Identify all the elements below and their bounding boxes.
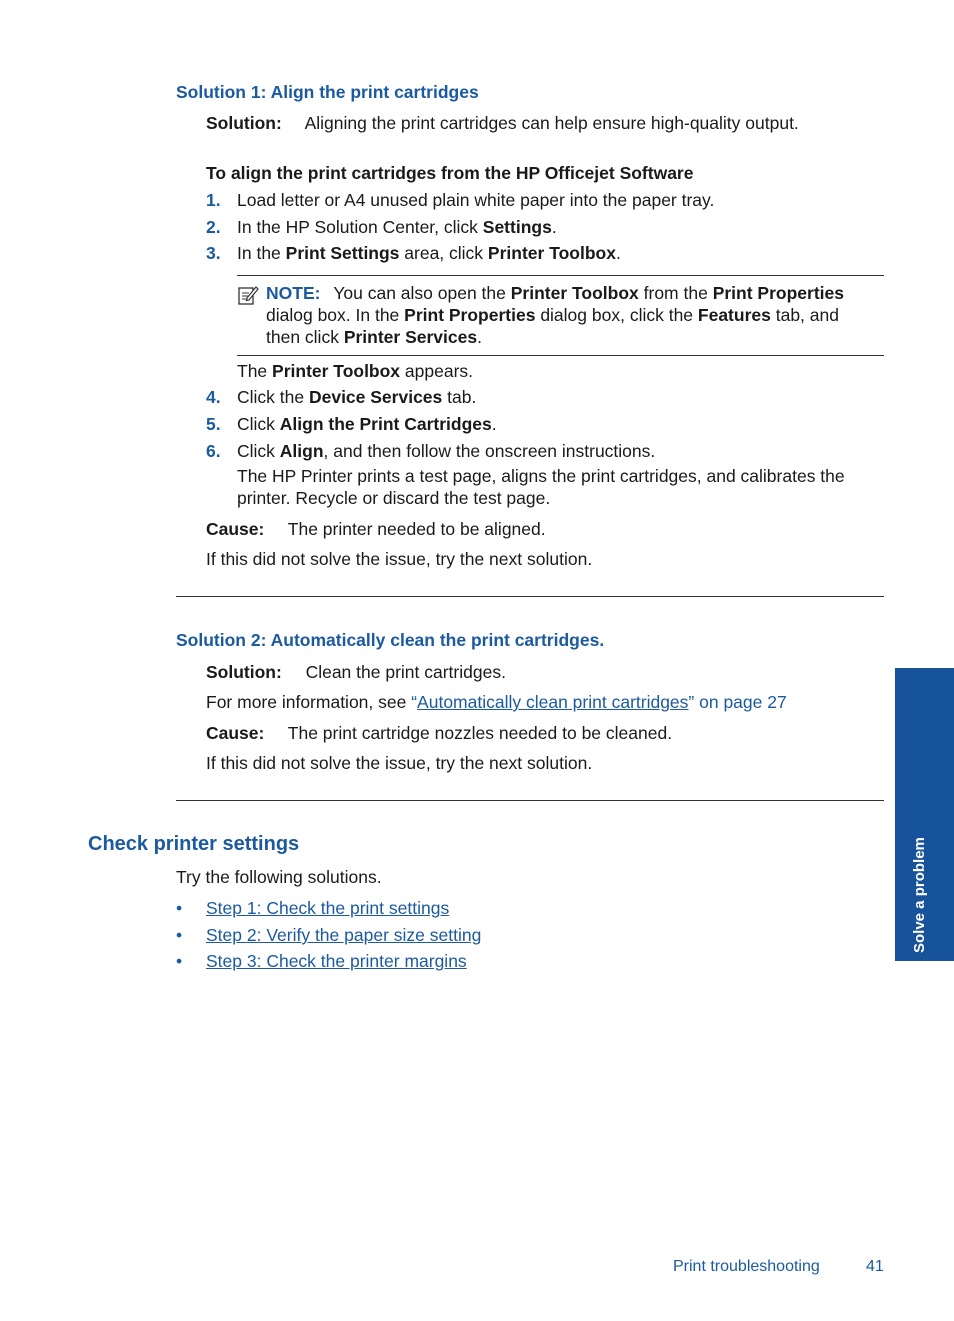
- note-line-2: dialog box. In the Print Properties dialog box, click the Features tab, and: [266, 305, 839, 325]
- page-number: 41: [866, 1258, 884, 1275]
- note-pencil-icon: [237, 284, 259, 306]
- solution-2-heading: Solution 2: Automatically clean the print cartridges.: [176, 630, 605, 650]
- step-2-link[interactable]: Step 2: Verify the paper size setting: [206, 925, 482, 945]
- step-5: [206, 414, 497, 435]
- footer-section: Print troubleshooting: [673, 1258, 820, 1275]
- solution-label: Solution:: [206, 662, 282, 682]
- result-line-2: printer. Recycle or discard the test page.: [237, 488, 551, 508]
- note-bottom-rule: [237, 355, 884, 356]
- side-tab-label: Solve a problem: [911, 837, 928, 953]
- step-3-link[interactable]: Step 3: Check the printer margins: [206, 951, 467, 971]
- note-label: NOTE:: [266, 283, 321, 303]
- check-printer-settings-heading: Check printer settings: [88, 833, 300, 855]
- auto-clean-link[interactable]: Automatically clean print cartridges: [417, 692, 689, 712]
- side-tab[interactable]: [895, 668, 954, 961]
- next-solution-text: If this did not solve the issue, try the next solution.: [206, 753, 593, 773]
- more-info-line: For more information, see “Automatically clean print cartridges” on page 27: [206, 692, 787, 712]
- procedure-heading: To align the print cartridges from the HP Officejet Software: [206, 163, 694, 183]
- step-number: 1.: [206, 190, 221, 210]
- cause-line: [206, 519, 546, 540]
- note-line-3: then click Printer Services.: [266, 327, 482, 347]
- step-text: Click Align the Print Cartridges.: [237, 414, 497, 434]
- section-divider: [176, 800, 884, 801]
- list-item: [176, 898, 450, 919]
- cause-text: The printer needed to be aligned.: [287, 519, 546, 539]
- step-2: [206, 217, 557, 238]
- bullet: •: [176, 951, 183, 971]
- bullet: •: [176, 898, 183, 918]
- solution-1-heading: Solution 1: Align the print cartridges: [176, 82, 479, 102]
- cause-line: [206, 723, 672, 744]
- step-6: [206, 441, 656, 462]
- solution-text: Clean the print cartridges.: [305, 662, 506, 682]
- step-text: In the Print Settings area, click Printer Toolbox.: [237, 243, 621, 263]
- bullet: •: [176, 925, 183, 945]
- note-line-1: NOTE: You can also open the Printer Toolbox from the Print Properties: [266, 283, 844, 303]
- list-item: [176, 925, 482, 946]
- step-number: 3.: [206, 243, 221, 263]
- section-divider: [176, 596, 884, 597]
- toolbox-appears: The Printer Toolbox appears.: [237, 361, 474, 381]
- cause-text: The print cartridge nozzles needed to be cleaned.: [287, 723, 673, 743]
- step-text: Click Align, and then follow the onscreen instructions.: [237, 441, 656, 461]
- solution-2-line: [206, 662, 506, 683]
- cause-label: Cause:: [206, 519, 265, 539]
- step-text: In the HP Solution Center, click Settings.: [237, 217, 557, 237]
- step-1-link[interactable]: Step 1: Check the print settings: [206, 898, 450, 918]
- step-1: [206, 190, 715, 211]
- step-3: [206, 243, 621, 264]
- next-solution-text: If this did not solve the issue, try the next solution.: [206, 549, 593, 569]
- step-text: Click the Device Services tab.: [237, 387, 477, 407]
- step-text: Load letter or A4 unused plain white paper into the paper tray.: [237, 190, 715, 210]
- solution-text: Aligning the print cartridges can help ensure high-quality output.: [304, 113, 799, 133]
- note-top-rule: [237, 275, 884, 276]
- step-4: [206, 387, 477, 408]
- solution-1-line: [206, 113, 799, 134]
- solution-label: Solution:: [206, 113, 282, 133]
- result-line-1: The HP Printer prints a test page, aligns the print cartridges, and calibrates the: [237, 466, 845, 486]
- page-reference[interactable]: ” on page 27: [688, 692, 787, 712]
- step-number: 5.: [206, 414, 221, 434]
- cause-label: Cause:: [206, 723, 265, 743]
- intro-text: Try the following solutions.: [176, 867, 382, 887]
- list-item: [176, 951, 467, 972]
- step-number: 6.: [206, 441, 221, 461]
- step-number: 2.: [206, 217, 221, 237]
- step-number: 4.: [206, 387, 221, 407]
